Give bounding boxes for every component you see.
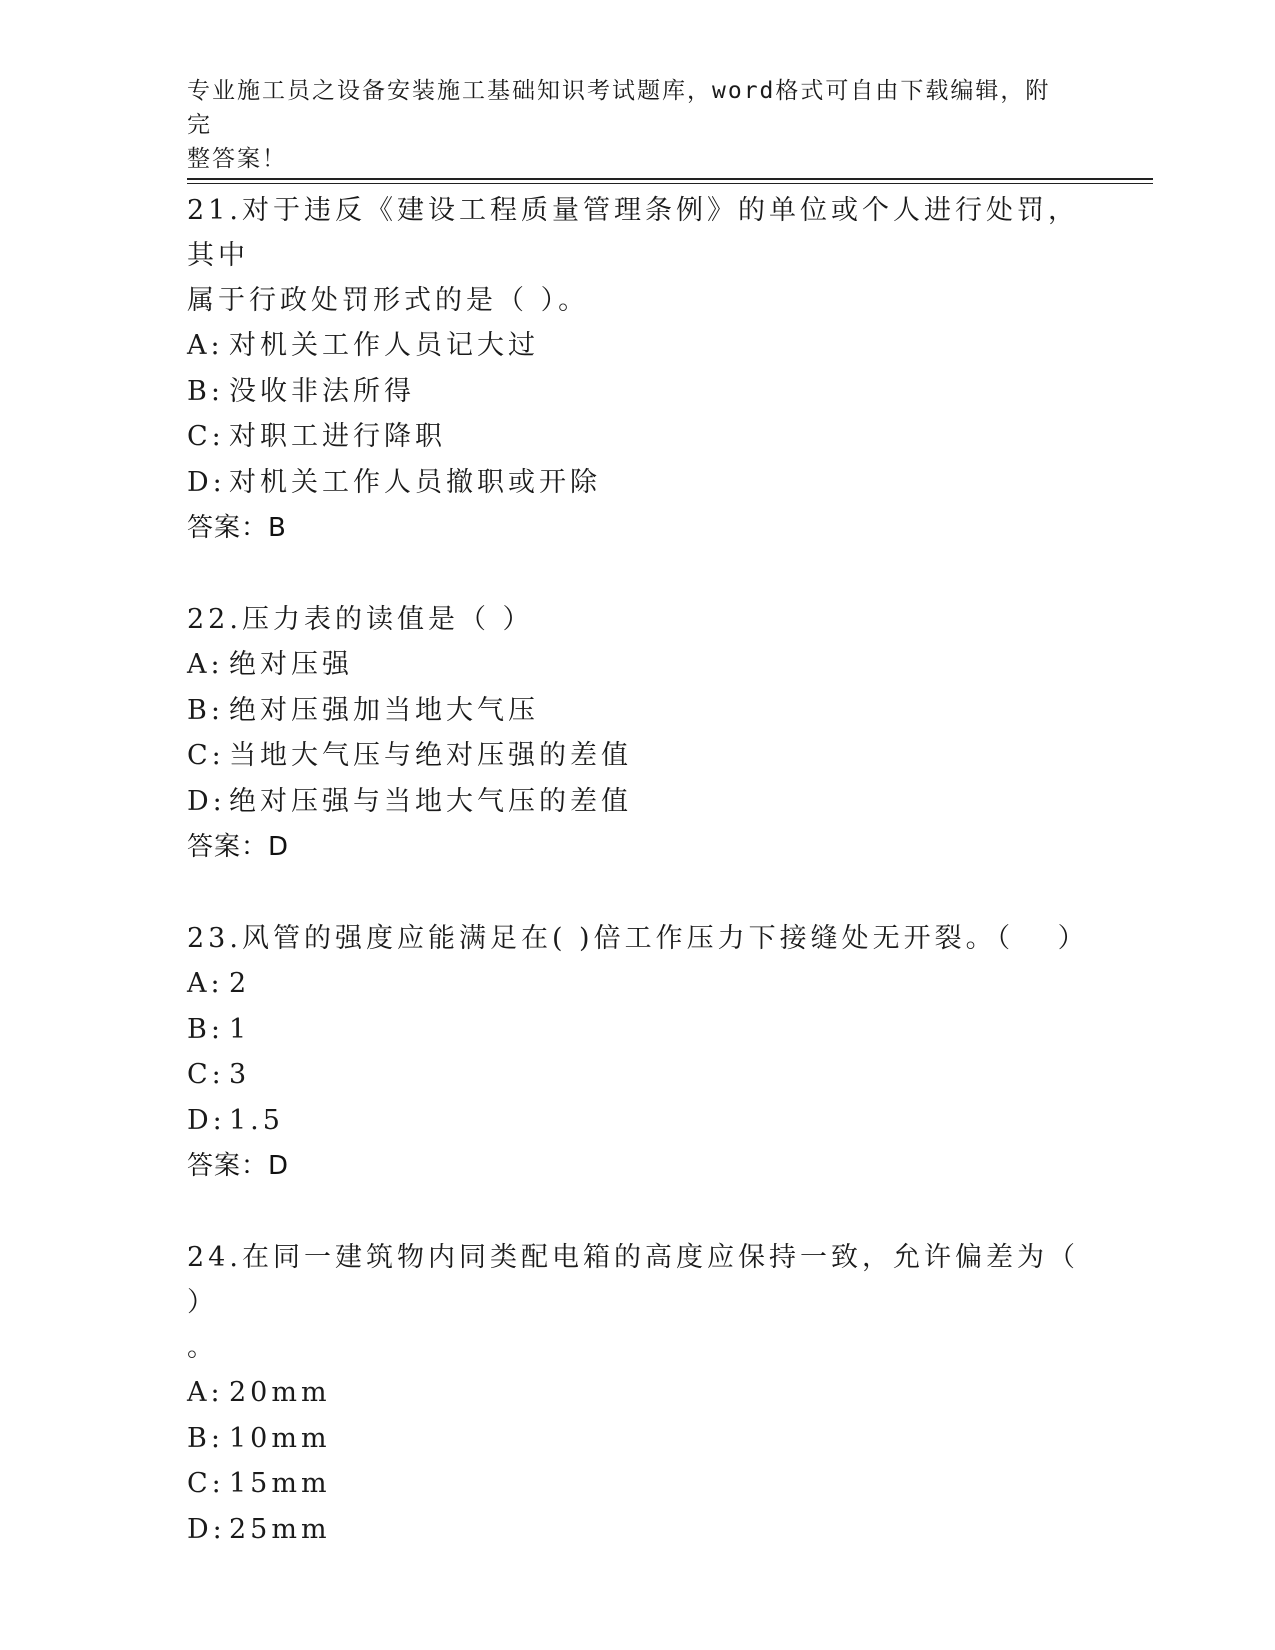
answer-option [187, 1007, 1107, 1053]
header-divider-thick [187, 178, 1153, 180]
question-list [187, 188, 1107, 1598]
option-text: 没收非法所得 [229, 375, 415, 407]
question-stem: 23.风管的强度应能满足在( )倍工作压力下接缝处无开裂。（ ） [187, 923, 1089, 954]
answer-option [187, 1370, 1107, 1416]
option-key: C: [187, 421, 225, 452]
answer-option [187, 460, 1107, 506]
option-text: 1.5 [229, 1104, 284, 1136]
question-stem: 24.在同一建筑物内同类配电箱的高度应保持一致，允许偏差为（ ） [187, 1242, 1079, 1318]
option-text: 2 [229, 968, 251, 999]
question-stem: 21.对于违反《建设工程质量管理条例》的单位或个人进行处罚，其中 [187, 195, 1079, 271]
header-line-1: 专业施工员之设备安装施工基础知识考试题库，word格式可自由下载编辑，附完 [187, 78, 1051, 138]
option-key: D: [187, 1104, 226, 1136]
answer-option [187, 414, 1107, 460]
answer-option [187, 688, 1107, 734]
answer-option [187, 733, 1107, 779]
answer-option [187, 1461, 1107, 1507]
answer-option [187, 1416, 1107, 1462]
option-text: 10mm [229, 1422, 331, 1454]
option-key: C: [187, 1468, 225, 1499]
option-text: 当地大气压与绝对压强的差值 [229, 740, 632, 771]
option-key: B: [187, 1422, 224, 1454]
option-key: D: [187, 1513, 226, 1545]
option-text: 25mm [229, 1513, 331, 1545]
option-key: C: [187, 740, 225, 771]
option-key: A: [187, 330, 224, 361]
option-text: 1 [229, 1013, 251, 1045]
answer-option [187, 642, 1107, 688]
option-text: 15mm [229, 1468, 331, 1499]
answer-line: 答案：B [187, 513, 287, 543]
question-block [187, 597, 1107, 870]
option-text: 3 [229, 1059, 251, 1090]
option-key: B: [187, 694, 224, 726]
option-key: D: [187, 785, 226, 817]
option-text: 对机关工作人员记大过 [229, 330, 539, 361]
answer-option [187, 779, 1107, 825]
answer-line: 答案：D [187, 832, 290, 862]
question-block [187, 916, 1107, 1189]
header-line-2: 整答案！ [187, 146, 287, 172]
option-key: B: [187, 1013, 224, 1045]
question-block [187, 1235, 1107, 1552]
option-text: 绝对压强加当地大气压 [229, 694, 539, 726]
answer-option [187, 961, 1107, 1007]
option-text: 绝对压强与当地大气压的差值 [229, 785, 632, 817]
option-key: A: [187, 1377, 224, 1408]
question-stem: 属于行政处罚形式的是（ ）。 [187, 285, 590, 316]
option-key: C: [187, 1059, 225, 1090]
question-stem: 22.压力表的读值是（ ） [187, 604, 534, 635]
document-header [187, 74, 1067, 176]
answer-line: 答案：D [187, 1151, 290, 1181]
answer-option [187, 369, 1107, 415]
answer-option [187, 1052, 1107, 1098]
option-key: A: [187, 649, 224, 680]
question-stem: 。 [187, 1332, 218, 1363]
answer-option [187, 1098, 1107, 1144]
answer-option [187, 323, 1107, 369]
header-divider-thin [187, 183, 1153, 184]
option-text: 对机关工作人员撤职或开除 [229, 466, 601, 498]
option-text: 20mm [229, 1377, 331, 1408]
option-key: D: [187, 466, 226, 498]
option-key: B: [187, 375, 224, 407]
answer-option [187, 1507, 1107, 1553]
option-key: A: [187, 968, 224, 999]
option-text: 绝对压强 [229, 649, 353, 680]
question-block [187, 188, 1107, 551]
option-text: 对职工进行降职 [229, 421, 446, 452]
